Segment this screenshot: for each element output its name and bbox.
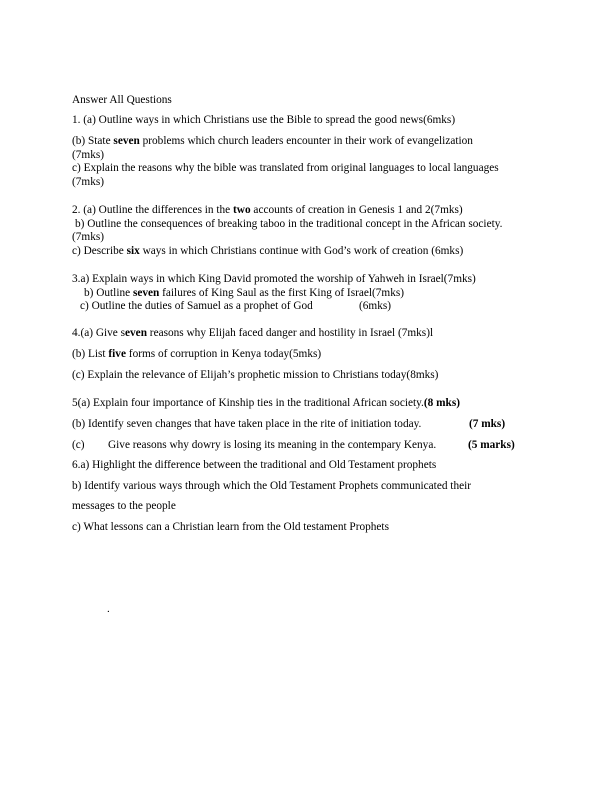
q1-b-pre: (b) State [72,135,114,147]
q5-c-label: (c) [72,439,85,451]
q4-a-post: reasons why Elijah faced danger and hostility in Israel (7mks)l [146,327,434,339]
q3-c-marks: (6mks) [359,300,392,312]
q3-c: c) Outline the duties of Samuel as a prophet of God [80,300,313,312]
stray-dot: . [107,603,110,615]
q4-a [72,327,433,340]
q4-b-post: forms of corruption in Kenya today(5mks) [125,348,322,360]
q4-b [72,348,321,361]
q5-c-marks: (5 marks) [468,439,515,451]
q3-b-post: failures of King Saul as the first King of Israel(7mks) [159,287,405,299]
q1-c-marks: (7mks) [72,176,105,188]
q5-c: Give reasons why dowry is losing its meaning in the contempary Kenya. [108,439,437,451]
q1-b-bold: seven [113,135,140,147]
q2-c [72,245,463,258]
q6-b-line2: messages to the people [72,500,176,512]
q2-a [72,204,463,217]
q2-a-pre: 2. (a) Outline the differences in the [72,204,234,216]
q5-b: (b) Identify seven changes that have taken place in the rite of initiation today. [72,418,422,430]
q6-c: c) What lessons can a Christian learn from the Old testament Prophets [72,521,389,533]
q1-c: c) Explain the reasons why the bible was translated from original languages to local languages [72,162,499,174]
q3-a: 3.a) Explain ways in which King David promoted the worship of Yahweh in Israel(7mks) [72,273,476,285]
q4-a-bold: even [125,327,147,339]
q2-b: b) Outline the consequences of breaking taboo in the traditional concept in the African society. [75,218,503,230]
q5-a [72,397,460,410]
q3-b-bold: seven [132,287,160,299]
q2-c-bold: six [126,245,140,257]
q2-b-marks: (7mks) [72,231,105,243]
q1-b-marks: (7mks) [72,149,105,161]
q2-c-pre: c) Describe [72,245,127,257]
q4-c: (c) Explain the relevance of Elijah’s prophetic mission to Christians today(8mks) [72,369,439,381]
q2-a-bold: two [233,204,251,216]
q6-b-line1: b) Identify various ways through which the Old Testament Prophets communicated their [72,480,472,492]
q6-a: 6.a) Highlight the difference between the traditional and Old Testament prophets [72,459,437,471]
q4-b-bold: five [108,348,126,360]
instruction-heading: Answer All Questions [72,94,172,106]
q5-b-marks: (7 mks) [469,418,506,430]
q2-c-post: ways in which Christians continue with God’s work of creation (6mks) [139,245,464,257]
q2-a-post: accounts of creation in Genesis 1 and 2(7mks) [250,204,463,216]
q4-b-pre: (b) List [72,348,109,360]
q3-b-pre: b) Outline [84,287,133,299]
q1-a: 1. (a) Outline ways in which Christians use the Bible to spread the good news(6mks) [72,114,456,126]
q5-a-marks: (8 mks) [423,397,460,409]
q4-a-pre: 4.(a) Give s [72,327,126,339]
q3-b [84,287,404,300]
q1-b [72,135,473,148]
q1-b-post: problems which church leaders encounter in their work of evangelization [139,135,473,147]
q5-a-text: 5(a) Explain four importance of Kinship ties in the traditional African society. [72,397,424,409]
